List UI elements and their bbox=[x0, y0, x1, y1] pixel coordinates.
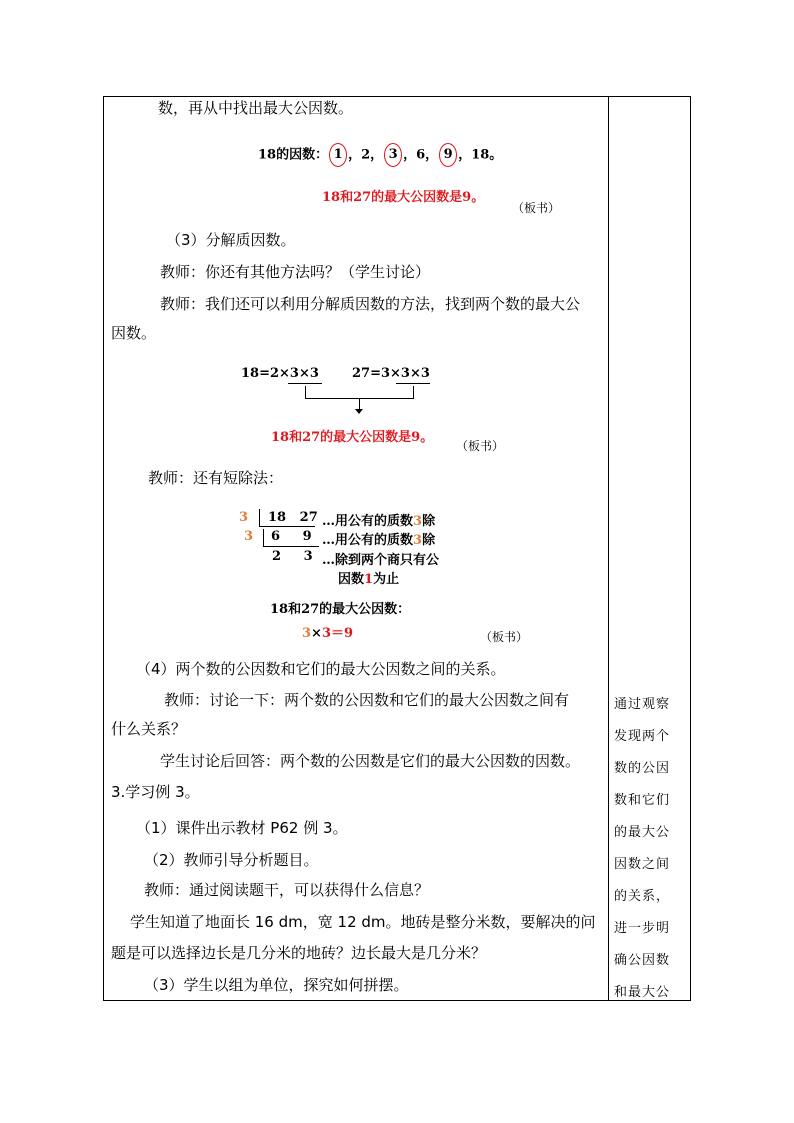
factors-sep: ，18。 bbox=[458, 147, 503, 163]
note-text: 因数 bbox=[338, 572, 365, 587]
common-factors: 3×3 bbox=[289, 366, 319, 381]
underline bbox=[396, 383, 430, 384]
circled-9: 9 bbox=[439, 143, 457, 167]
common-factors: 3×3 bbox=[400, 366, 430, 381]
side-line: 和最大公 bbox=[614, 985, 671, 1000]
factorization-part: 18=2× bbox=[241, 366, 290, 381]
note-text: 为止 bbox=[373, 572, 400, 587]
step-2: （2）教师引导分析题目。 bbox=[144, 851, 319, 869]
side-line: 确公因数 bbox=[614, 953, 671, 968]
circled-3: 3 bbox=[384, 143, 402, 167]
side-line: 的最大公 bbox=[614, 825, 671, 840]
factorization-18 bbox=[241, 366, 319, 381]
teacher-discuss: 教师：讨论一下：两个数的公因数和它们的最大公因数之间有 bbox=[164, 691, 570, 709]
division-note bbox=[322, 510, 435, 529]
teacher-short-division: 教师：还有短除法： bbox=[148, 469, 284, 487]
quotient-row: 2 3 bbox=[272, 549, 313, 564]
side-line: 的关系， bbox=[614, 889, 671, 904]
student-know-cont: 题是可以选择边长是几分米的地砖？边长最大是几分米？ bbox=[111, 944, 487, 962]
bracket-right bbox=[413, 386, 414, 399]
note-number: 1 bbox=[364, 572, 374, 587]
quotient-row: 6 9 bbox=[271, 529, 312, 544]
side-line: 进一步明 bbox=[614, 921, 671, 936]
divisor: 3 bbox=[244, 529, 254, 544]
section-example-3: 3.学习例 3。 bbox=[111, 783, 200, 801]
board-note: （板书） bbox=[512, 201, 561, 215]
subheading-3: （3）分解质因数。 bbox=[166, 231, 296, 249]
note-text: 除 bbox=[422, 533, 436, 548]
note-text: …用公有的质数 bbox=[322, 533, 414, 548]
teacher-prime-factor: 教师：我们还可以利用分解质因数的方法，找到两个数的最大公 bbox=[160, 295, 581, 313]
side-line: 数和它们 bbox=[614, 793, 671, 808]
side-line: 数的公因 bbox=[614, 761, 671, 776]
division-note: …除到两个商只有公 bbox=[322, 553, 440, 568]
student-know: 学生知道了地面长 16 dm，宽 12 dm。地砖是整分米数，要解决的问 bbox=[130, 913, 596, 931]
circled-1: 1 bbox=[329, 143, 347, 167]
eq-result: ＝9 bbox=[331, 626, 354, 641]
factorization-27 bbox=[352, 366, 430, 381]
note-text: 除 bbox=[422, 514, 436, 529]
gcf-label: 18和27的最大公因数： bbox=[270, 602, 411, 617]
division-note bbox=[338, 568, 399, 587]
text-line: 数，再从中找出最大公因数。 bbox=[158, 99, 354, 117]
board-note: （板书） bbox=[456, 439, 505, 453]
factors-sep: ，2， bbox=[348, 147, 384, 163]
eq-number: 3 bbox=[302, 626, 312, 641]
eq-number: 3 bbox=[321, 626, 331, 641]
step-1: （1）课件出示教材 P62 例 3。 bbox=[136, 819, 348, 837]
division-bar bbox=[259, 509, 260, 526]
gcf-equation bbox=[302, 622, 353, 641]
teacher-info: 教师：通过阅读题干，可以获得什么信息？ bbox=[144, 881, 430, 899]
side-line: 通过观察 bbox=[614, 697, 671, 712]
step-3: （3）学生以组为单位，探究如何拼摆。 bbox=[144, 976, 409, 994]
factors-label: 18的因数： bbox=[258, 147, 329, 163]
arrow-head-icon bbox=[355, 409, 363, 414]
column-divider bbox=[608, 97, 609, 1000]
division-line bbox=[259, 526, 315, 527]
student-answer: 学生讨论后回答：两个数的公因数是它们的最大公因数的因数。 bbox=[160, 752, 581, 770]
side-line: 因数之间 bbox=[614, 857, 671, 872]
division-bar bbox=[263, 529, 264, 546]
eq-operator: × bbox=[311, 626, 322, 641]
division-note bbox=[322, 529, 435, 548]
division-line bbox=[263, 546, 319, 547]
factorization-part: 27=3× bbox=[352, 366, 401, 381]
factors-of-18 bbox=[258, 143, 502, 167]
teacher-prime-factor-cont: 因数。 bbox=[111, 324, 157, 342]
gcf-result: 18和27的最大公因数是9。 bbox=[322, 190, 485, 205]
dividend-row: 18 27 bbox=[268, 510, 318, 525]
bracket-left bbox=[305, 386, 306, 399]
note-number: 3 bbox=[413, 514, 423, 529]
note-number: 3 bbox=[413, 533, 423, 548]
side-line: 发现两个 bbox=[614, 729, 671, 744]
subheading-4: （4）两个数的公因数和它们的最大公因数之间的关系。 bbox=[136, 660, 506, 678]
gcf-result: 18和27的最大公因数是9。 bbox=[271, 430, 434, 445]
factors-sep: ，6， bbox=[403, 147, 439, 163]
underline bbox=[288, 383, 322, 384]
teacher-question: 教师：你还有其他方法吗？（学生讨论） bbox=[160, 263, 431, 281]
divisor: 3 bbox=[239, 510, 249, 525]
note-text: …用公有的质数 bbox=[322, 514, 414, 529]
teacher-discuss-cont: 什么关系？ bbox=[111, 720, 187, 738]
board-note: （板书） bbox=[480, 630, 529, 644]
side-notes bbox=[614, 689, 670, 1009]
